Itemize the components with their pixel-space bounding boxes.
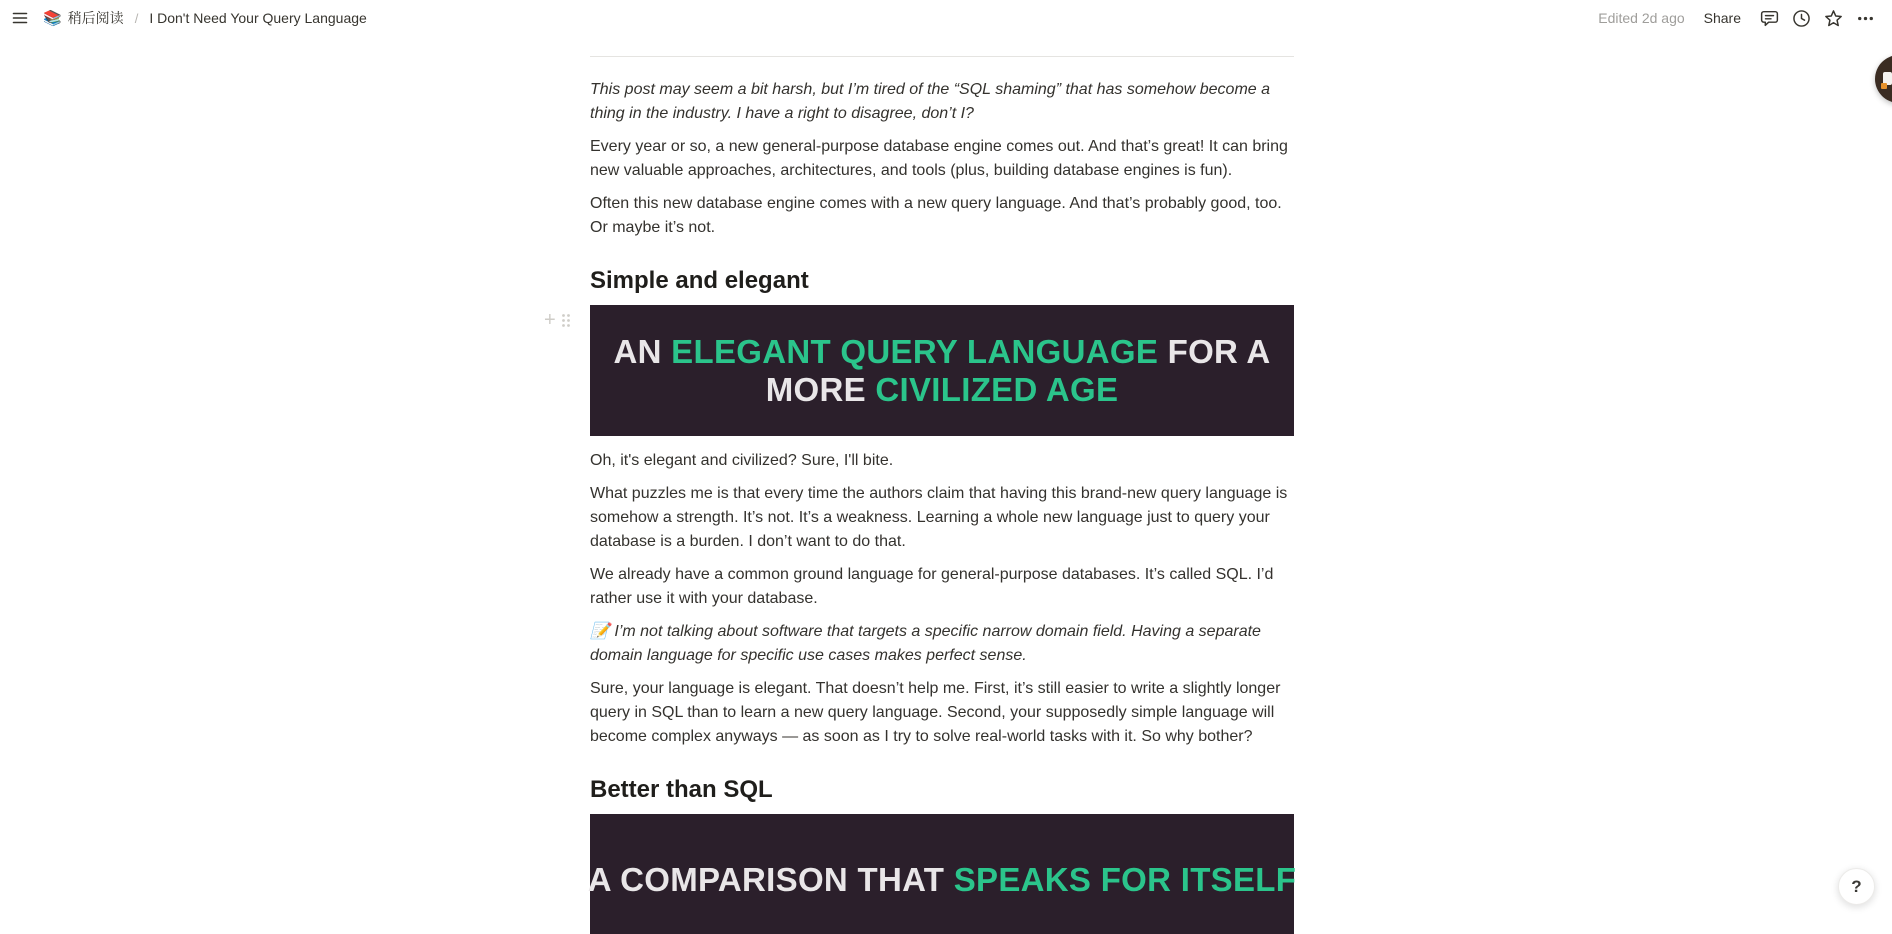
avatar-glyph-accent bbox=[1881, 83, 1887, 89]
paragraph-sure-elegant: Sure, your language is elegant. That doesn’t help me. First, it’s still easier to write a slightly longer query in SQL than to learn a new query language. Second, your supposedly simple language will become complex anyways — as soon as I try to solve real-world tasks with it. So why bother? bbox=[590, 680, 1281, 745]
edited-timestamp: Edited 2d ago bbox=[1598, 10, 1685, 26]
top-bar-left bbox=[7, 5, 371, 31]
breadcrumb-workspace-label: 稍后阅读 bbox=[67, 10, 124, 26]
heading-simple-and-elegant: Simple and elegant bbox=[590, 267, 809, 294]
banner-elegant-block bbox=[544, 305, 1294, 436]
favorite-button[interactable] bbox=[1820, 5, 1846, 31]
hamburger-icon bbox=[11, 9, 29, 27]
paragraph-oh-elegant: Oh, it's elegant and civilized? Sure, I'll bite. bbox=[590, 452, 894, 469]
banner-text-segment: FOR A bbox=[1158, 332, 1271, 370]
floating-avatar-bubble[interactable] bbox=[1875, 55, 1892, 103]
sidebar-toggle-button[interactable] bbox=[7, 5, 33, 31]
comment-icon bbox=[1759, 8, 1780, 29]
paragraph-note-domain: 📝 I’m not talking about software that targets a specific narrow domain field. Having a separate domain language for specific use cases makes perfect sense. bbox=[590, 623, 1261, 664]
banner-line bbox=[588, 861, 1296, 899]
add-block-icon[interactable]: + bbox=[544, 309, 556, 331]
banner-text-segment: A COMPARISON THAT bbox=[587, 860, 954, 898]
share-button[interactable]: Share bbox=[1697, 7, 1748, 29]
banner-image-comparison[interactable] bbox=[587, 814, 1297, 934]
breadcrumb bbox=[39, 6, 371, 30]
heading-better-than-sql: Better than SQL bbox=[590, 776, 773, 803]
breadcrumb-workspace[interactable] bbox=[39, 6, 128, 30]
comments-button[interactable] bbox=[1756, 5, 1782, 31]
banner-text-segment: MORE bbox=[765, 370, 876, 408]
banner-line bbox=[613, 333, 1270, 371]
banner-image-elegant-query-language[interactable] bbox=[590, 305, 1294, 436]
block-handles bbox=[544, 310, 571, 330]
banner-text-segment: SPEAKS FOR ITSELF bbox=[953, 860, 1297, 898]
books-emoji-icon: 📚 bbox=[43, 9, 62, 27]
page-content bbox=[544, 0, 1297, 934]
top-bar-right bbox=[1598, 5, 1878, 31]
divider bbox=[590, 56, 1294, 57]
banner-text-segment: ELEGANT QUERY LANGUAGE bbox=[671, 332, 1159, 370]
banner-text-segment: AN bbox=[613, 332, 672, 370]
banner-comparison-block bbox=[587, 814, 1297, 934]
star-icon bbox=[1823, 8, 1844, 29]
breadcrumb-page-title[interactable]: I Don't Need Your Query Language bbox=[149, 10, 367, 26]
breadcrumb-separator: / bbox=[134, 10, 139, 26]
banner-text-segment: CIVILIZED AGE bbox=[875, 370, 1119, 408]
paragraph-often: Often this new database engine comes with a new query language. And that’s probably good, too. Or maybe it’s not. bbox=[590, 195, 1282, 236]
more-options-button[interactable] bbox=[1852, 5, 1878, 31]
paragraph-every-year: Every year or so, a new general-purpose database engine comes out. And that’s great! It can bring new valuable approaches, architectures, and tools (plus, building database engines is fun). bbox=[590, 138, 1288, 179]
help-button[interactable]: ? bbox=[1838, 868, 1875, 905]
clock-icon bbox=[1791, 8, 1812, 29]
paragraph-what-puzzles: What puzzles me is that every time the authors claim that having this brand-new query language is somehow a strength. It’s not. It’s a weakness. Learning a whole new language just to query your database is a burden. I don’t want to do that. bbox=[590, 485, 1288, 550]
updates-history-button[interactable] bbox=[1788, 5, 1814, 31]
paragraph-common-ground: We already have a common ground language for general-purpose databases. It’s called SQL. I’d rather use it with your database. bbox=[590, 566, 1274, 607]
paragraph-intro: This post may seem a bit harsh, but I’m tired of the “SQL shaming” that has somehow become a thing in the industry. I have a right to disagree, don’t I? bbox=[590, 81, 1271, 122]
ellipsis-icon bbox=[1855, 8, 1876, 29]
drag-handle-icon[interactable] bbox=[561, 313, 571, 328]
banner-line bbox=[766, 371, 1119, 409]
